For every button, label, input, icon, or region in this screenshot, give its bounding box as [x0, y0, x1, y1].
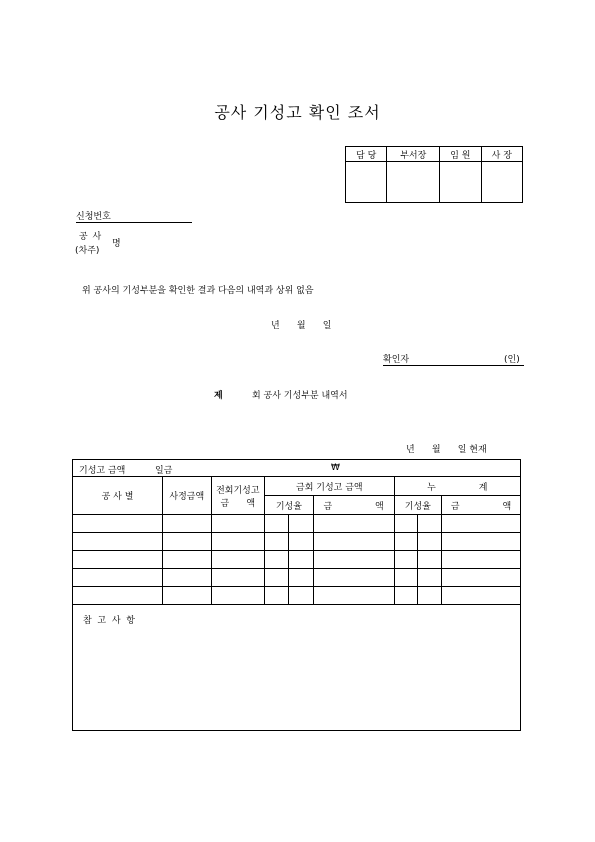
section-title-prefix: 제: [214, 391, 223, 401]
confirmer-label: 확인자: [383, 355, 410, 365]
section-title: 회 공사 기성부분 내역서: [252, 391, 348, 401]
confirmation-date: 년 월 일: [271, 321, 332, 331]
col-current-rate: 기성율: [265, 496, 314, 515]
amount-unit: 일금: [155, 466, 173, 476]
approval-sign-staff[interactable]: [346, 162, 387, 203]
col-cumulative-rate: 기성율: [394, 496, 442, 515]
approval-header-executive: 임 원: [440, 147, 481, 162]
seal-mark: (인): [504, 355, 520, 365]
col-work-type: 공 사 별: [73, 477, 163, 515]
approval-sign-president[interactable]: [481, 162, 522, 203]
remarks-label: 참 고 사 항: [83, 616, 135, 626]
approval-sign-executive[interactable]: [440, 162, 481, 203]
page-title: 공사 기성고 확인 조서: [214, 103, 381, 122]
table-row[interactable]: [73, 515, 521, 533]
confirmation-statement: 위 공사의 기성부분을 확인한 결과 다음의 내역과 상위 없음: [82, 286, 314, 296]
col-previous-amount: [211, 477, 265, 515]
table-row[interactable]: [73, 569, 521, 587]
progress-table: [72, 459, 521, 731]
application-no-field[interactable]: [76, 209, 192, 223]
amount-label: 기성고 금액: [79, 466, 126, 476]
approval-header-dept-head: 부서장: [387, 147, 440, 162]
amount-row[interactable]: [73, 460, 521, 477]
project-name-label: 명: [112, 239, 121, 249]
table-row[interactable]: [73, 533, 521, 551]
approval-table: [345, 146, 523, 203]
col-previous-amount-label: 금 액: [220, 498, 256, 509]
table-row[interactable]: [73, 551, 521, 569]
col-cumulative-sum: 금 액: [442, 496, 521, 515]
approval-header-staff: 담 당: [346, 147, 387, 162]
application-no-label: 신청번호: [76, 212, 111, 222]
col-cumulative: 누 계: [394, 477, 520, 496]
col-previous-label: 전회기성고: [216, 485, 260, 496]
currency-symbol: ₩: [331, 463, 340, 473]
table-row[interactable]: [73, 587, 521, 605]
project-label: 공 사: [79, 232, 103, 242]
approval-header-president: 사 장: [481, 147, 522, 162]
project-owner-label: (차주): [75, 246, 100, 256]
col-current-amount: 금회 기성고 금액: [265, 477, 394, 496]
col-current-sum: 금 액: [313, 496, 394, 515]
approval-sign-dept-head[interactable]: [387, 162, 440, 203]
remarks-area[interactable]: [73, 605, 521, 731]
confirmer-line[interactable]: [383, 365, 524, 366]
col-budget: 사정금액: [163, 477, 212, 515]
as-of-date: 년 월 일 현재: [406, 445, 487, 455]
